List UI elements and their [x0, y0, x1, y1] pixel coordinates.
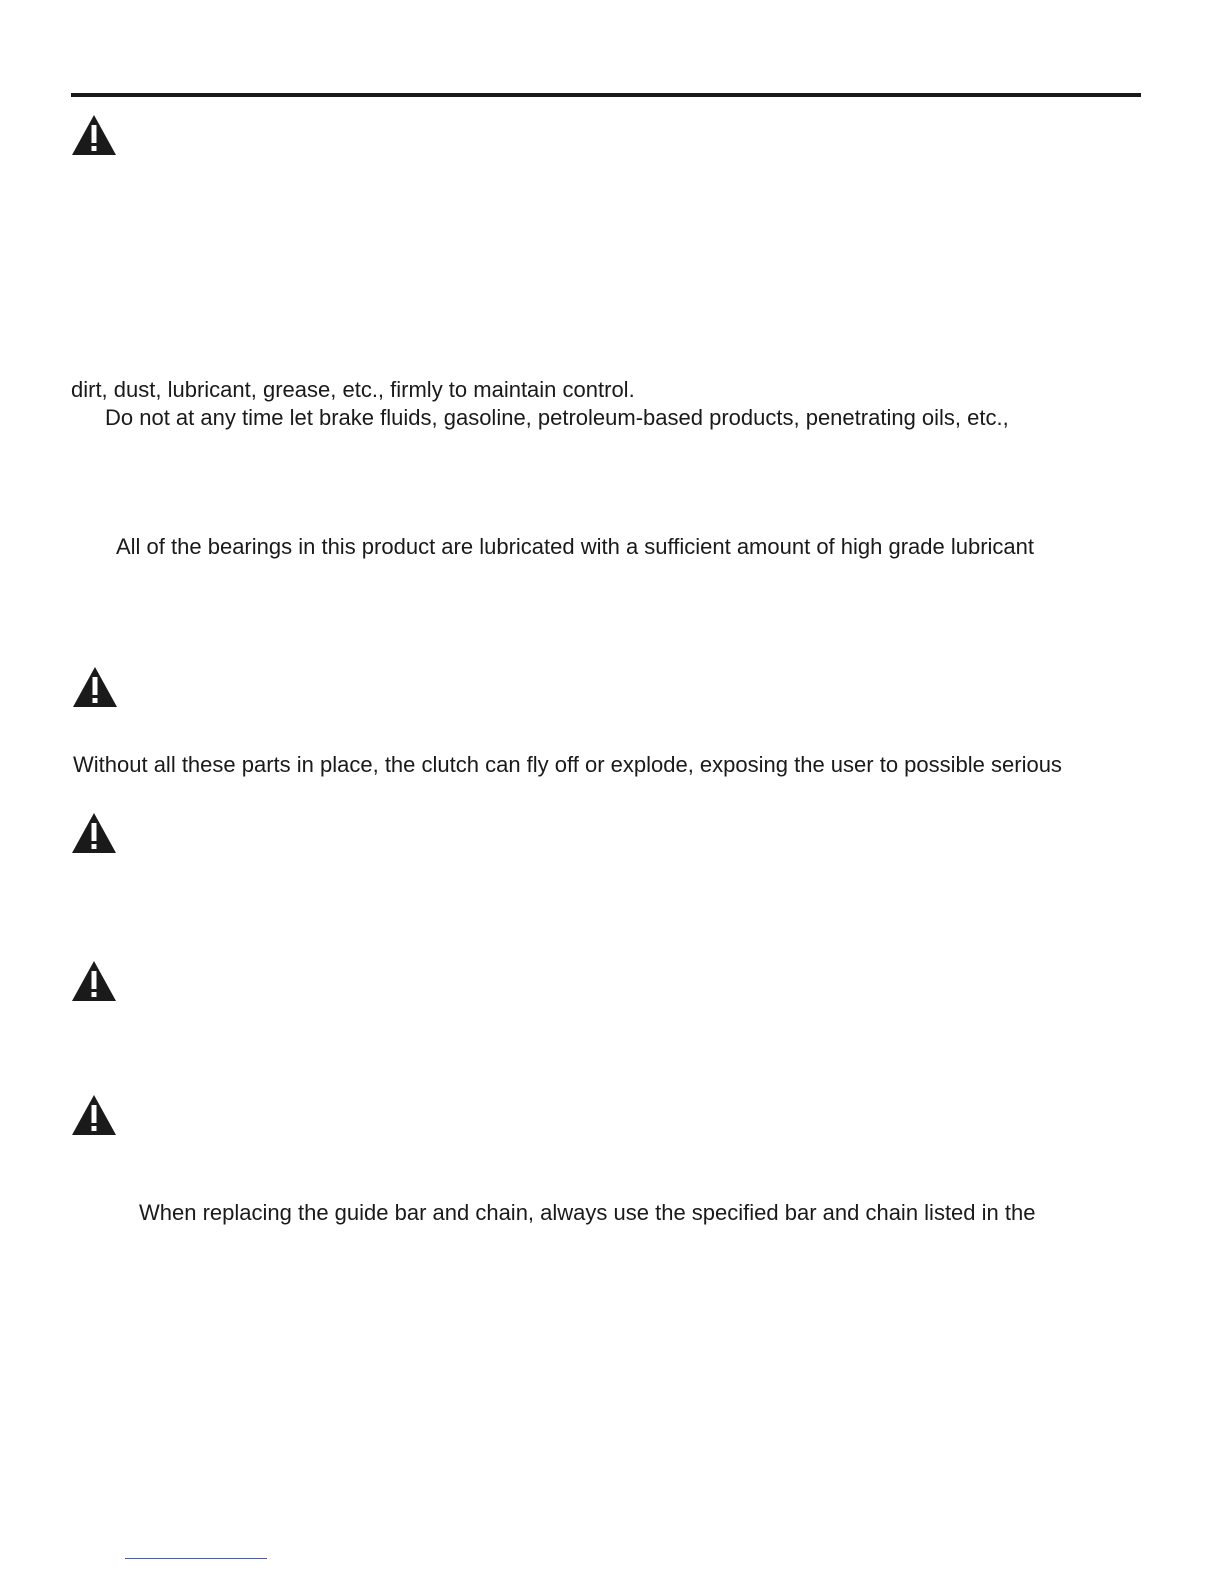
warning-triangle-icon [71, 665, 119, 709]
warning-triangle-icon [70, 1093, 118, 1137]
body-text-line: Without all these parts in place, the clutch can fly off or explode, exposing the user to possible serious [73, 752, 1062, 777]
warning-triangle-icon [70, 811, 118, 855]
header-rule [71, 93, 1141, 97]
body-text-line: When replacing the guide bar and chain, always use the specified bar and chain listed in the [139, 1200, 1036, 1225]
link-underline [125, 1558, 267, 1559]
warning-triangle-icon [70, 113, 118, 157]
body-text-line: All of the bearings in this product are lubricated with a sufficient amount of high grade lubricant [116, 534, 1035, 559]
warning-triangle-icon [70, 959, 118, 1003]
body-text-line: Do not at any time let brake fluids, gasoline, petroleum-based products, penetrating oils, etc., [105, 405, 1009, 430]
body-text-line: dirt, dust, lubricant, grease, etc., firmly to maintain control. [71, 377, 635, 402]
